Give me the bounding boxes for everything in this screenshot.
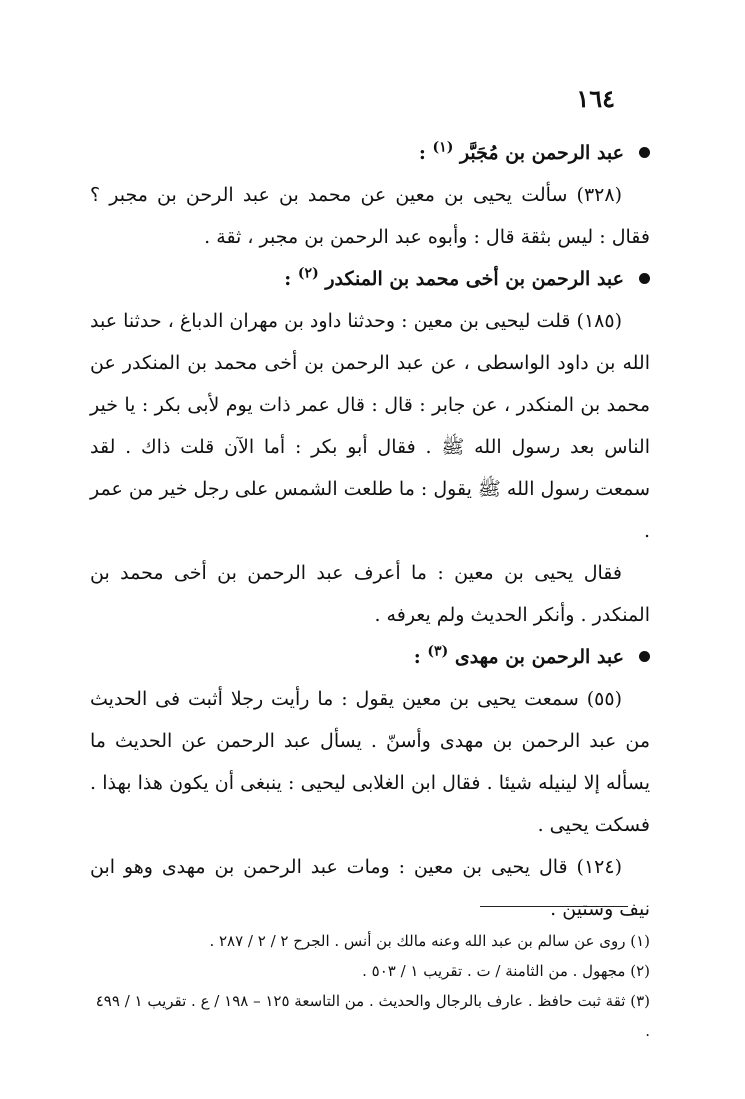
- footnote-ref: (٣): [427, 643, 449, 660]
- heading-text: عبد الرحمن بن مهدى: [454, 646, 624, 668]
- heading-suffix: :: [418, 142, 426, 164]
- page-number: ١٦٤: [576, 84, 615, 113]
- footnote: (٣) ثقة ثبت حافظ . عارف بالرجال والحديث . من التاسعة ١٢٥ – ١٩٨ / ع . تقريب ١ / ٤٩٩ .: [95, 992, 650, 1040]
- heading-text: عبد الرحمن بن مُجَبَّر: [459, 142, 624, 164]
- footnotes: [90, 926, 650, 1046]
- paragraph: (٣٢٨) سألت يحيى بن معين عن محمد بن عبد الرحن بن مجبر ؟ فقال : ليس بثقة قال : وأبوه عبد الرحمن بن مجبر ، ثقة .: [90, 184, 650, 248]
- heading-suffix: :: [284, 268, 292, 290]
- bullet-icon: [639, 273, 650, 284]
- footnote: (١) روى عن سالم بن عبد الله وعنه مالك بن أنس . الجرح ٢ / ٢ / ٢٨٧ .: [209, 932, 650, 950]
- footnote: (٢) مجهول . من الثامنة / ت . تقريب ١ / ٥٠٣ .: [362, 962, 650, 980]
- section-heading: [90, 132, 650, 174]
- section-heading: [90, 636, 650, 678]
- paragraph: (١٨٥) قلت ليحيى بن معين : وحدثنا داود بن مهران الدباغ ، حدثنا عبد الله بن داود الواسطى ، عن عبد الرحمن بن أخى محمد بن المنكدر عن محمد بن المنكدر ، عن جابر : قال : قال عمر ذات يوم لأبى بكر : يا خير الناس بعد رسول الله ﷺ . فقال أبو بكر : أما الآن قلت ذاك . لقد سمعت رسول الله ﷺ يقول : ما طلعت الشمس على رجل خير من عمر .: [90, 310, 650, 542]
- footnote-divider: [480, 906, 628, 907]
- paragraph: (٥٥) سمعت يحيى بن معين يقول : ما رأيت رجلا أثبت فى الحديث من عبد الرحمن بن مهدى وأسنّ . يسأل عبد الرحمن عن الحديث ما يسأله إلا لينيله شيئا . فقال ابن الغلابى ليحيى : ينبغى أن يكون هذا بهذا . فسكت يحيى .: [90, 688, 650, 836]
- section-heading: [90, 258, 650, 300]
- bullet-icon: [639, 147, 650, 158]
- heading-suffix: :: [413, 646, 421, 668]
- bullet-icon: [639, 651, 650, 662]
- paragraph: (١٢٤) قال يحيى بن معين : ومات عبد الرحمن بن مهدى وهو ابن نيف وستين .: [90, 856, 650, 920]
- footnote-ref: (١): [432, 139, 454, 156]
- footnote-ref: (٢): [297, 265, 319, 282]
- main-text: [90, 132, 650, 930]
- paragraph: فقال يحيى بن معين : ما أعرف عبد الرحمن بن أخى محمد بن المنكدر . وأنكر الحديث ولم يعرفه .: [90, 562, 650, 626]
- heading-text: عبد الرحمن بن أخى محمد بن المنكدر: [325, 268, 624, 290]
